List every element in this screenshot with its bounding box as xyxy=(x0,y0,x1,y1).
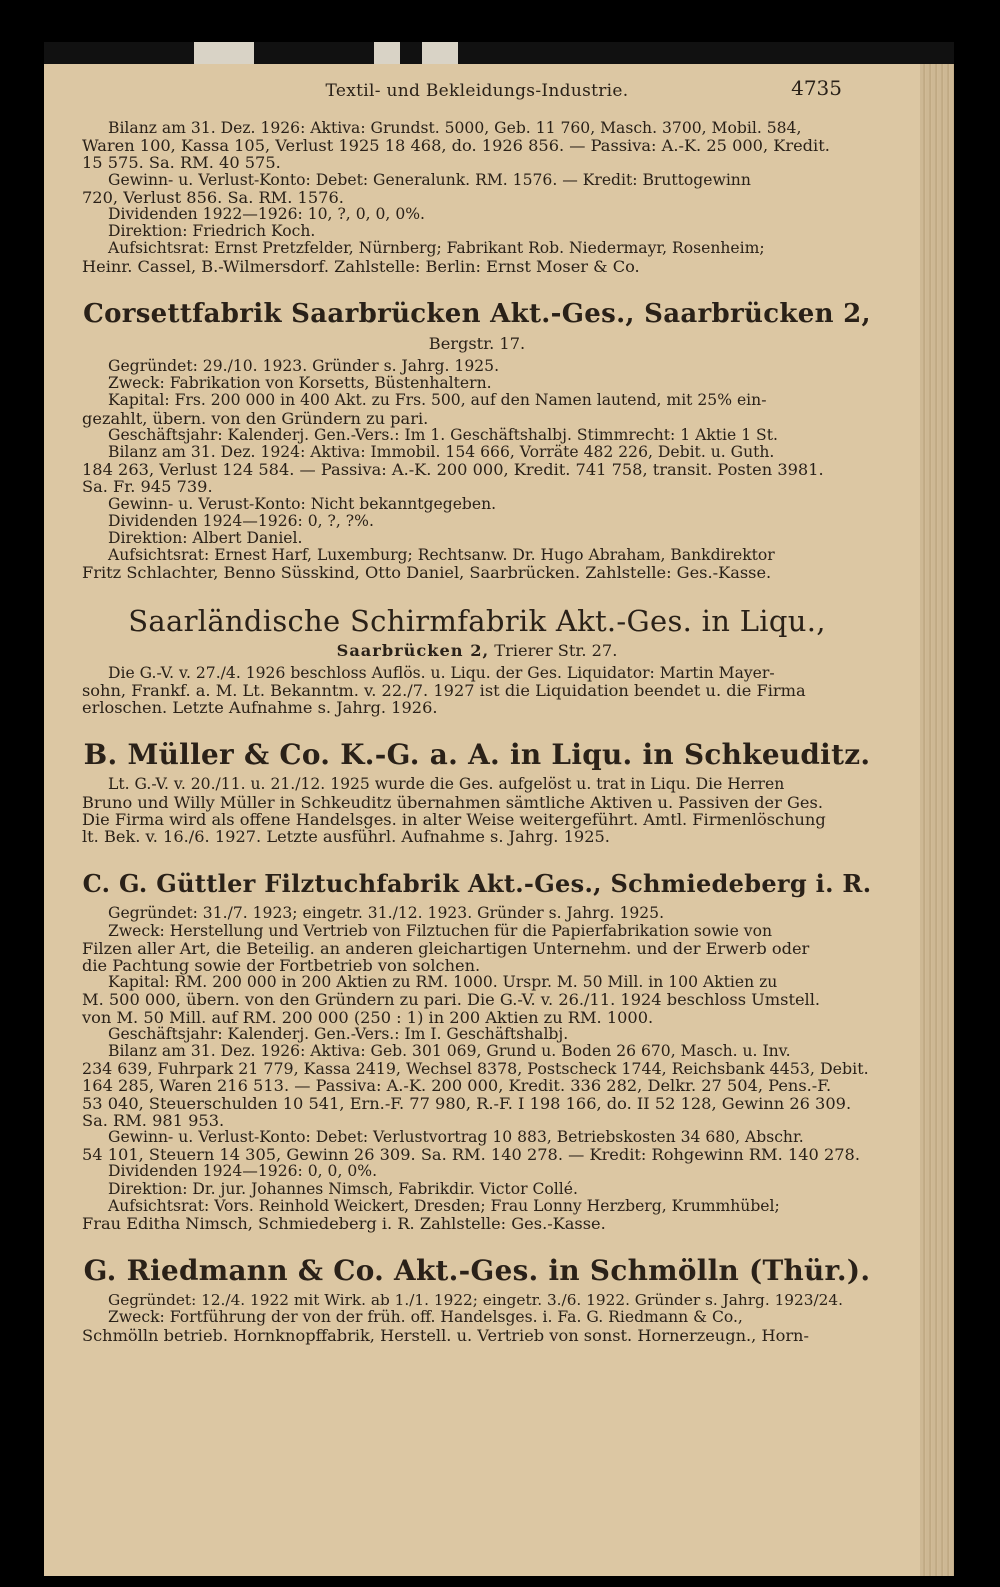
text-line: Gegründet: 29./10. 1923. Gründer s. Jahrg. 1925. xyxy=(108,357,500,376)
text-line: 54 101, Steuern 14 305, Gewinn 26 309. Sa. RM. 140 278. — Kredit: Rohgewinn RM. 140 278. xyxy=(82,1145,860,1165)
entry-corsettfabrik xyxy=(82,297,872,582)
entry-schirmfabrik xyxy=(82,604,872,717)
text-line: Dividenden 1924—1926: 0, 0, 0%. xyxy=(108,1162,378,1181)
page-edge-stack xyxy=(920,64,954,1576)
entry-mueller xyxy=(82,738,872,845)
text-line: lt. Bek. v. 16./6. 1927. Letzte ausführl. Aufnahme s. Jahrg. 1925. xyxy=(82,827,610,847)
text-line: Gewinn- u. Verust-Konto: Nicht bekanntgegeben. xyxy=(108,494,497,513)
text-line: 164 285, Waren 216 513. — Passiva: A.-K. 200 000, Kredit. 336 282, Delkr. 27 504, Pens.-F. xyxy=(82,1076,832,1096)
text-line: Dividenden 1924—1926: 0, ?, ?%. xyxy=(108,511,374,530)
page-top-shadow xyxy=(44,42,954,64)
text-line: Direktion: Friedrich Koch. xyxy=(108,222,316,241)
entry-continued xyxy=(82,120,872,275)
text-line: Kapital: Frs. 200 000 in 400 Akt. zu Frs. 500, auf den Namen lautend, mit 25% ein- xyxy=(108,391,767,410)
company-heading: Saarländische Schirmfabrik Akt.-Ges. in Liqu., xyxy=(128,603,826,638)
text-line: Gegründet: 31./7. 1923; eingetr. 31./12. 1923. Gründer s. Jahrg. 1925. xyxy=(108,904,665,923)
text-line: 184 263, Verlust 124 584. — Passiva: A.-K. 200 000, Kredit. 741 758, transit. Posten 3981. xyxy=(82,460,824,480)
text-line: Filzen aller Art, die Beteilig. an anderen gleichartigen Unternehm. und der Erwerb oder xyxy=(82,938,810,958)
text-line: Waren 100, Kassa 105, Verlust 1925 18 468, do. 1926 856. — Passiva: A.-K. 25 000, Kredit. xyxy=(82,136,830,156)
text-line: 15 575. Sa. RM. 40 575. xyxy=(82,153,281,173)
text-line: von M. 50 Mill. auf RM. 200 000 (250 : 1) in 200 Aktien zu RM. 1000. xyxy=(82,1007,654,1027)
text-line: erloschen. Letzte Aufnahme s. Jahrg. 1926. xyxy=(82,698,438,718)
text-line: 234 639, Fuhrpark 21 779, Kassa 2419, Wechsel 8378, Postscheck 1744, Reichsbank 4453, Debit. xyxy=(82,1059,869,1079)
company-city: Saarbrücken 2, xyxy=(336,640,490,660)
company-street: Trierer Str. 27. xyxy=(494,640,618,660)
text-line: Direktion: Dr. jur. Johannes Nimsch, Fabrikdir. Victor Collé. xyxy=(108,1179,578,1198)
text-line: 720, Verlust 856. Sa. RM. 1576. xyxy=(82,187,344,207)
text-line: sohn, Frankf. a. M. Lt. Bekanntm. v. 22./7. 1927 ist die Liquidation beendet u. die Firma xyxy=(82,681,806,701)
company-heading: G. Riedmann & Co. Akt.-Ges. in Schmölln (Thür.). xyxy=(83,1254,871,1288)
text-line: 53 040, Steuerschulden 10 541, Ern.-F. 77 980, R.-F. I 198 166, do. II 52 128, Gewinn 26 309. xyxy=(82,1093,852,1113)
text-line: Gewinn- u. Verlust-Konto: Debet: Generalunk. RM. 1576. — Kredit: Bruttogewinn xyxy=(108,170,751,189)
text-line: Fritz Schlachter, Benno Süsskind, Otto Daniel, Saarbrücken. Zahlstelle: Ges.-Kasse. xyxy=(82,563,772,583)
text-line: Bilanz am 31. Dez. 1924: Aktiva: Immobil. 154 666, Vorräte 482 226, Debit. u. Guth. xyxy=(108,443,775,462)
text-line: Heinr. Cassel, B.-Wilmersdorf. Zahlstelle: Berlin: Ernst Moser & Co. xyxy=(82,256,640,276)
text-line: Geschäftsjahr: Kalenderj. Gen.-Vers.: Im I. Geschäftshalbj. xyxy=(108,1024,569,1043)
text-line: Zweck: Herstellung und Vertrieb von Filztuchen für die Papierfabrikation sowie von xyxy=(108,921,773,940)
company-heading: B. Müller & Co. K.-G. a. A. in Liqu. in Schkeuditz. xyxy=(83,738,871,772)
company-address: Bergstr. 17. xyxy=(428,333,526,353)
text-line: Dividenden 1922—1926: 10, ?, 0, 0, 0%. xyxy=(108,205,426,224)
text-line: Frau Editha Nimsch, Schmiedeberg i. R. Zahlstelle: Ges.-Kasse. xyxy=(82,1213,606,1233)
text-line: Bilanz am 31. Dez. 1926: Aktiva: Grundst. 5000, Geb. 11 760, Masch. 3700, Mobil. 584, xyxy=(108,119,802,137)
text-line: Gewinn- u. Verlust-Konto: Debet: Verlustvortrag 10 883, Betriebskosten 34 680, Abschr. xyxy=(108,1127,804,1146)
page-content xyxy=(82,76,872,1348)
text-line: Sa. RM. 981 953. xyxy=(82,1110,225,1130)
text-line: die Pachtung sowie der Fortbetrieb von solchen. xyxy=(82,955,481,975)
entry-guettler xyxy=(82,867,872,1232)
book-page xyxy=(44,42,954,1576)
text-line: Aufsichtsrat: Ernst Pretzfelder, Nürnberg; Fabrikant Rob. Niedermayr, Rosenheim; xyxy=(108,239,765,258)
text-line: Schmölln betrieb. Hornknopffabrik, Herstell. u. Vertrieb von sonst. Hornerzeugn., Horn- xyxy=(82,1325,809,1345)
text-line: Aufsichtsrat: Ernest Harf, Luxemburg; Rechtsanw. Dr. Hugo Abraham, Bankdirektor xyxy=(108,546,775,565)
text-line: Bilanz am 31. Dez. 1926: Aktiva: Geb. 301 069, Grund u. Boden 26 670, Masch. u. Inv. xyxy=(108,1041,791,1060)
text-line: Die Firma wird als offene Handelsges. in alter Weise weitergeführt. Amtl. Firmenlöschung xyxy=(82,809,826,829)
entry-riedmann xyxy=(82,1254,872,1344)
text-line: Gegründet: 12./4. 1922 mit Wirk. ab 1./1. 1922; eingetr. 3./6. 1922. Gründer s. Jahrg. 1923/24. xyxy=(108,1291,843,1310)
text-line: Sa. Fr. 945 739. xyxy=(82,477,213,497)
text-line: Zweck: Fabrikation von Korsetts, Büstenhaltern. xyxy=(108,374,492,393)
text-line: Lt. G.-V. v. 20./11. u. 21./12. 1925 wurde die Ges. aufgelöst u. trat in Liqu. Die Herren xyxy=(108,775,785,794)
text-line: Die G.-V. v. 27./4. 1926 beschloss Auflös. u. Liqu. der Ges. Liquidator: Martin Mayer- xyxy=(108,663,775,682)
company-heading: Corsettfabrik Saarbrücken Akt.-Ges., Saarbrücken 2, xyxy=(83,298,871,329)
text-line: M. 500 000, übern. von den Gründern zu pari. Die G.-V. v. 26./11. 1924 beschloss Umstell. xyxy=(82,990,821,1010)
text-line: gezahlt, übern. von den Gründern zu pari. xyxy=(82,408,429,428)
text-line: Aufsichtsrat: Vors. Reinhold Weickert, Dresden; Frau Lonny Herzberg, Krummhübel; xyxy=(108,1196,780,1215)
text-line: Zweck: Fortführung der von der früh. off. Handelsges. i. Fa. G. Riedmann & Co., xyxy=(108,1308,743,1327)
text-line: Bruno und Willy Müller in Schkeuditz übernahmen sämtliche Aktiven u. Passiven der Ges. xyxy=(82,792,823,812)
text-line: Direktion: Albert Daniel. xyxy=(108,529,303,548)
text-line: Geschäftsjahr: Kalenderj. Gen.-Vers.: Im 1. Geschäftshalbj. Stimmrecht: 1 Aktie 1 St. xyxy=(108,425,778,444)
text-line: Kapital: RM. 200 000 in 200 Aktien zu RM. 1000. Urspr. M. 50 Mill. in 100 Aktien zu xyxy=(108,973,778,992)
company-heading: C. G. Güttler Filztuchfabrik Akt.-Ges., Schmiedeberg i. R. xyxy=(82,869,872,899)
company-location xyxy=(82,642,872,659)
page-number: 4735 xyxy=(791,76,842,100)
running-head-title: Textil- und Bekleidungs-Industrie. xyxy=(325,81,629,101)
running-head xyxy=(82,76,872,106)
